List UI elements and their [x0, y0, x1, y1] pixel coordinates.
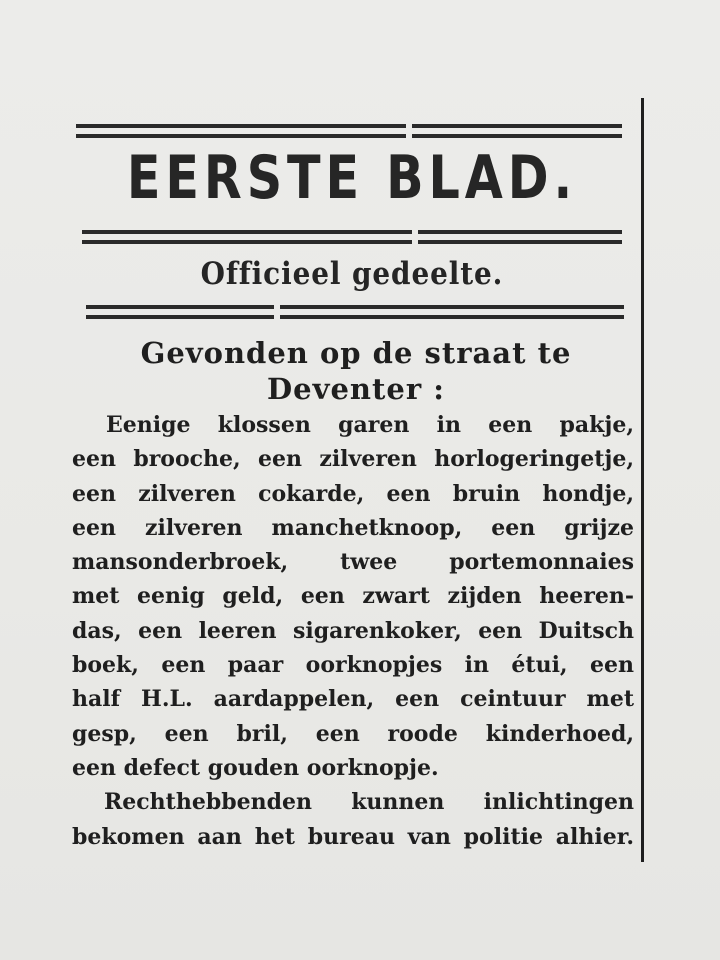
column-rule — [641, 98, 644, 862]
notice-body — [72, 408, 634, 854]
body-line: een zilveren cokarde, een bruin hondje, — [72, 480, 634, 507]
body-line: Eenige klossen garen in een pakje, — [106, 412, 634, 438]
body-line: een zilveren manchetknoop, een grijze — [72, 514, 634, 541]
notice-heading — [78, 335, 634, 407]
body-line: een brooche, een zilveren horlogeringetje, — [72, 446, 634, 473]
notice-heading-line: Gevonden op de straat te — [140, 336, 572, 370]
section-double-rule — [86, 305, 624, 319]
body-line: half H.L. aardappelen, een ceintuur met — [72, 686, 634, 713]
body-line: met eenig geld, een zwart zijden heeren- — [72, 583, 634, 610]
top-double-rule — [76, 124, 622, 138]
body-line: een defect gouden oorknopje. — [72, 754, 439, 781]
masthead-double-rule — [82, 230, 622, 244]
section-title: Officieel gedeelte. — [200, 256, 504, 292]
body-line: bekomen aan het bureau van politie alhier. — [72, 823, 634, 850]
body-line: Rechthebbenden kunnen inlichtingen — [104, 789, 634, 816]
body-line: mansonderbroek, twee portemonnaies — [72, 549, 634, 576]
body-line: das, een leeren sigarenkoker, een Duitsch — [72, 617, 634, 644]
body-line: boek, een paar oorknopjes in étui, een — [72, 652, 634, 679]
notice-heading-line: Deventer : — [267, 372, 445, 406]
body-line: gesp, een bril, een roode kinderhoed, — [72, 720, 634, 747]
masthead-title: EERSTE BLAD. — [126, 143, 578, 213]
